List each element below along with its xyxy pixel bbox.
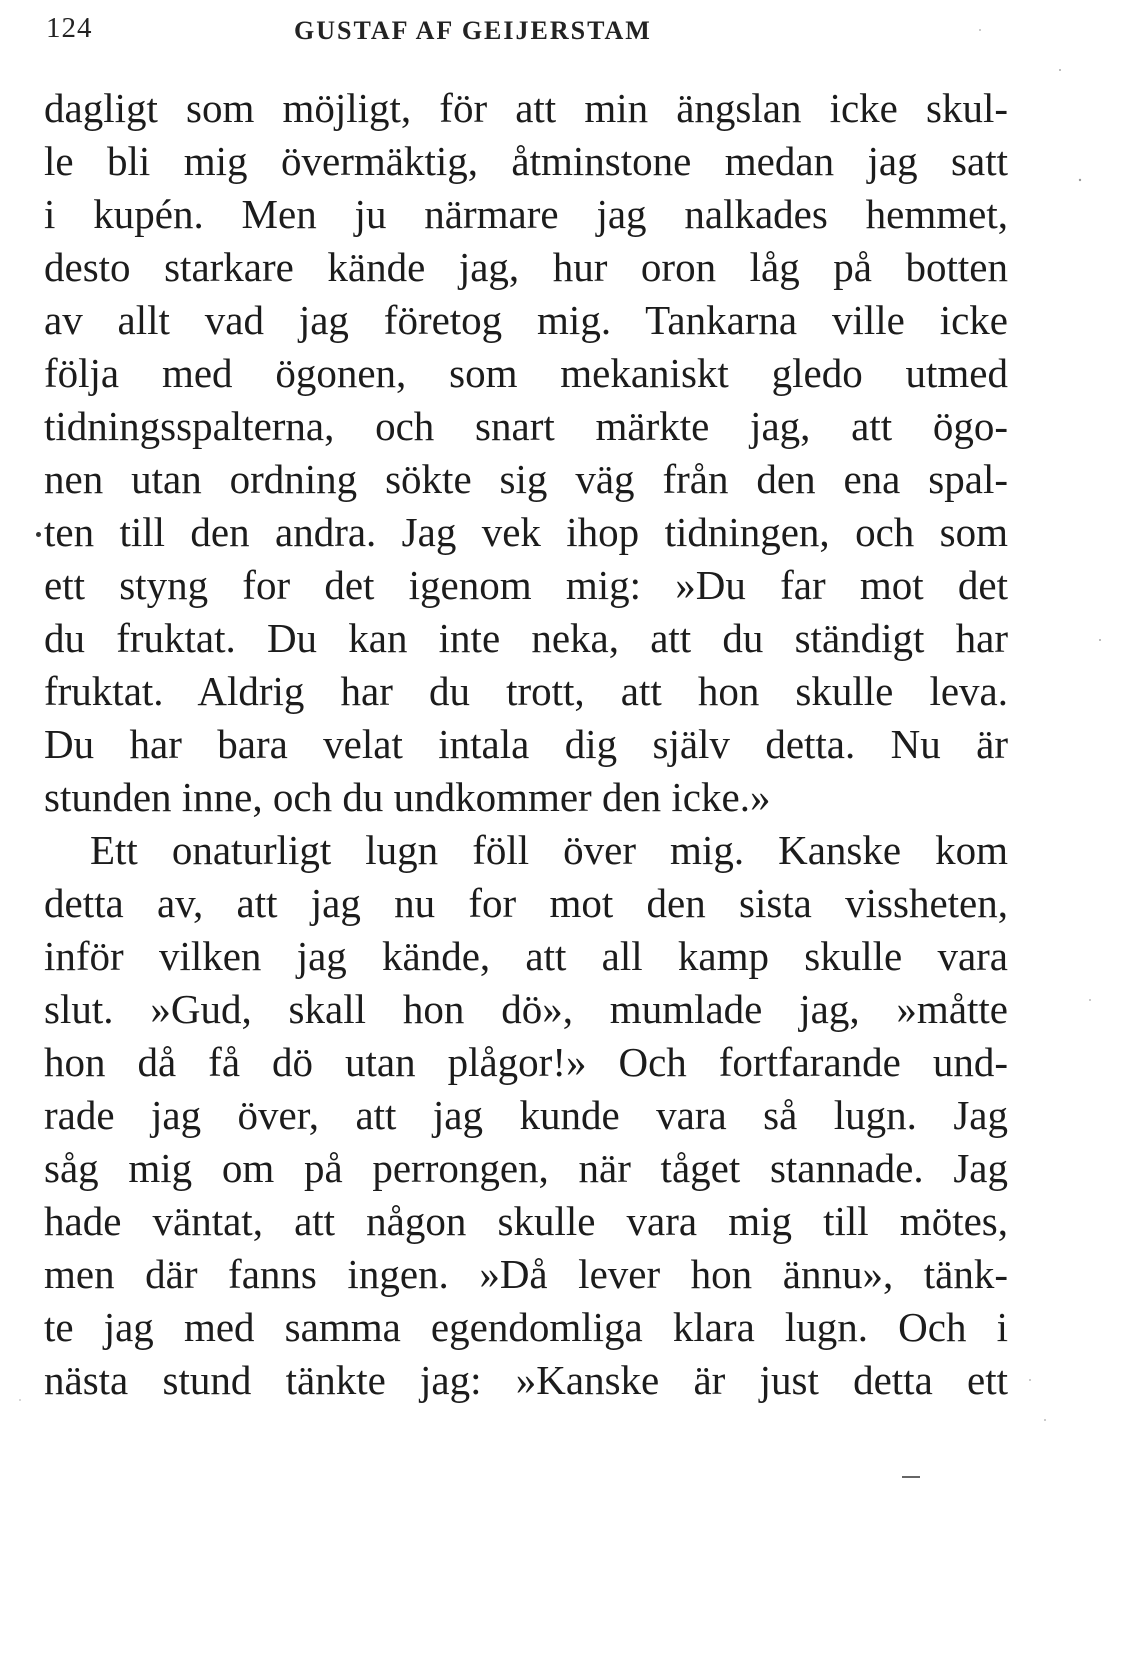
text-line: te jag med samma egendomliga klara lugn. Och i — [44, 1304, 1008, 1350]
text-line: såg mig om på perrongen, när tåget stannade. Jag — [44, 1145, 1008, 1191]
stray-mark — [902, 1476, 920, 1478]
page-number: 124 — [46, 12, 93, 44]
text-line: hade väntat, att någon skulle vara mig till mötes, — [44, 1198, 1008, 1244]
text-line: tidningsspalterna, och snart märkte jag, att ögo- — [44, 403, 1008, 449]
text-line: desto starkare kände jag, hur oron låg på botten — [44, 244, 1008, 290]
text-line: hon då få dö utan plågor!» Och fortfarande und- — [44, 1039, 1008, 1085]
speck — [1029, 1379, 1031, 1381]
text-line: ett styng for det igenom mig: »Du far mot det — [44, 562, 1008, 608]
text-line: i kupén. Men ju närmare jag nalkades hemmet, — [44, 191, 1008, 237]
text-line: men där fanns ingen. »Då lever hon ännu», tänk- — [44, 1251, 1008, 1297]
page-header — [46, 12, 1010, 58]
text-line: ten till den andra. Jag vek ihop tidningen, och som — [44, 509, 1008, 555]
text-line: fruktat. Aldrig har du trott, att hon skulle leva. — [44, 668, 1008, 714]
text-line: följa med ögonen, som mekaniskt gledo utmed — [44, 350, 1008, 396]
text-line: av allt vad jag företog mig. Tankarna ville icke — [44, 297, 1008, 343]
speck — [1044, 1419, 1046, 1421]
text-line: inför vilken jag kände, att all kamp skulle vara — [44, 933, 1008, 979]
body-text — [44, 82, 1008, 1407]
text-line: nästa stund tänkte jag: »Kanske är just detta ett — [44, 1357, 1008, 1403]
text-line: Du har bara velat intala dig själv detta. Nu är — [44, 721, 1008, 767]
speck — [1079, 179, 1081, 181]
text-line: Ett onaturligt lugn föll över mig. Kanske kom — [90, 827, 1008, 873]
text-line: le bli mig övermäktig, åtminstone medan jag satt — [44, 138, 1008, 184]
text-line: detta av, att jag nu for mot den sista vissheten, — [44, 880, 1008, 926]
text-line: du fruktat. Du kan inte neka, att du ständigt har — [44, 615, 1008, 661]
running-head: GUSTAF AF GEIJERSTAM — [294, 16, 652, 45]
text-line: slut. »Gud, skall hon dö», mumlade jag, »måtte — [44, 986, 1008, 1032]
speck — [1059, 69, 1061, 71]
speck — [1089, 999, 1091, 1001]
text-line: rade jag över, att jag kunde vara så lugn. Jag — [44, 1092, 1008, 1138]
text-line: nen utan ordning sökte sig väg från den ena spal- — [44, 456, 1008, 502]
speck — [19, 1399, 21, 1401]
speck — [1099, 639, 1101, 641]
text-line: dagligt som möjligt, för att min ängslan icke skul- — [44, 85, 1008, 131]
text-line: stunden inne, och du undkommer den icke.» — [44, 774, 771, 820]
margin-dot — [36, 532, 41, 537]
